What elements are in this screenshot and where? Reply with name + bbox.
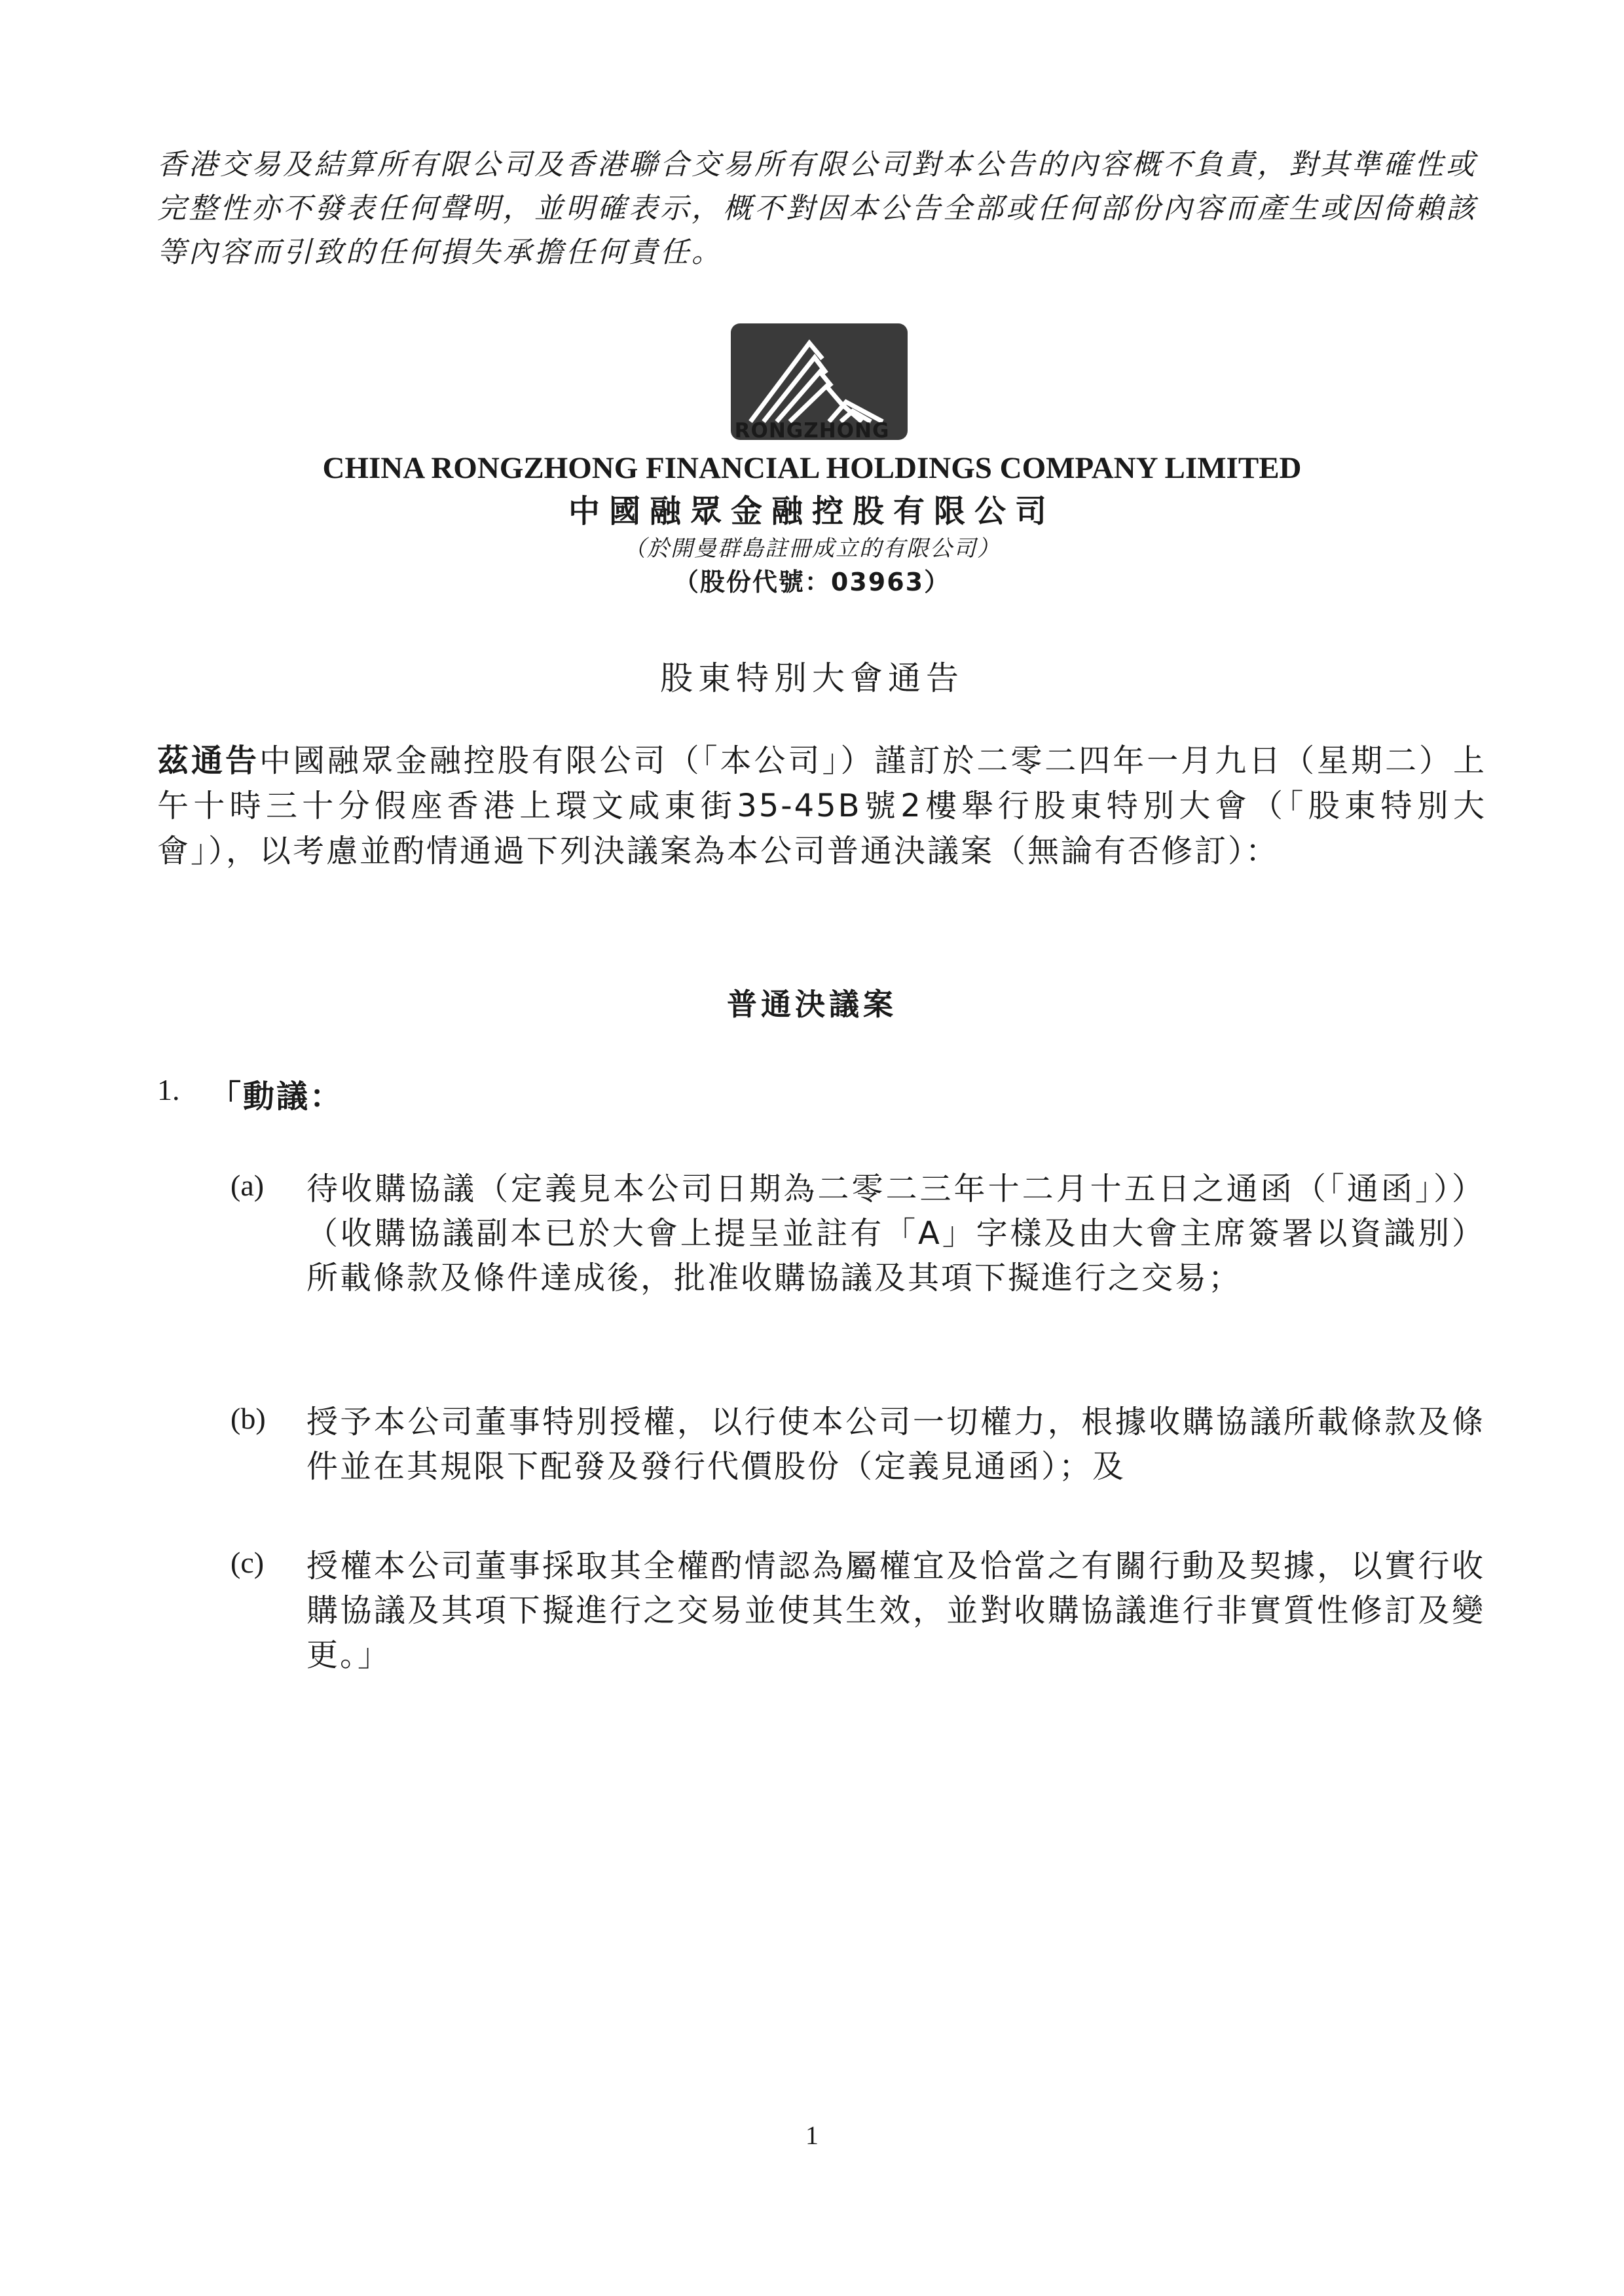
item-text: 待收購協議（定義見本公司日期為二零二三年十二月十五日之通函（「通函」））（收購協議副本已於大會上提呈並註有「A」字樣及由大會主席簽署以資識別）所載條款及條件達成後，批准收購協議及其項下擬進行之交易； <box>306 1171 1485 1296</box>
section-heading: 普通決議案 <box>727 987 897 1022</box>
company-name-chinese: 中國融眾金融控股有限公司 <box>568 493 1056 530</box>
page-number: 1 <box>805 2121 819 2150</box>
item-text: 授權本公司董事採取其全權酌情認為屬權宜及恰當之有關行動及契據，以實行收購協議及其項下擬進行之交易並使其生效，並對收購協議進行非實質性修訂及變更。」 <box>306 1548 1485 1673</box>
item-label: (b) <box>231 1402 266 1435</box>
notice-title: 股東特別大會通告 <box>660 659 964 697</box>
disclaimer-text: 香港交易及結算所有限公司及香港聯合交易所有限公司對本公告的內容概不負責，對其準確性或完整性亦不發表任何聲明，並明確表示，概不對因本公告全部或任何部份內容而產生或因倚賴該等內容而引致的任何損失承擔任何責任。 <box>157 148 1477 269</box>
item-label: (a) <box>231 1169 265 1202</box>
intro-body: 中國融眾金融控股有限公司（「本公司」）謹訂於二零二四年一月九日（星期二）上午十時三十分假座香港上環文咸東街35-45B號2樓舉行股東特別大會（「股東特別大會」），以考慮並酌情通過下列決議案為本公司普通決議案（無論有否修訂）： <box>157 742 1486 869</box>
stock-code: （股份代號：03963） <box>673 568 951 596</box>
company-name-english: CHINA RONGZHONG FINANCIAL HOLDINGS COMPANY LIMITED <box>322 451 1302 485</box>
intro-lead: 茲通告 <box>157 742 259 779</box>
resolution-lead: 「動議： <box>210 1078 344 1115</box>
intro-paragraph <box>157 738 1486 874</box>
item-text: 授予本公司董事特別授權，以行使本公司一切權力，根據收購協議所載條款及條件並在其規限下配發及發行代價股份（定義見通函）；及 <box>306 1404 1485 1485</box>
incorporation-note: （於開曼群島註冊成立的有限公司） <box>623 536 1001 562</box>
logo-wordmark: RONGZHONG <box>734 419 890 443</box>
item-label: (c) <box>231 1546 265 1579</box>
resolution-number: 1. <box>157 1073 180 1106</box>
